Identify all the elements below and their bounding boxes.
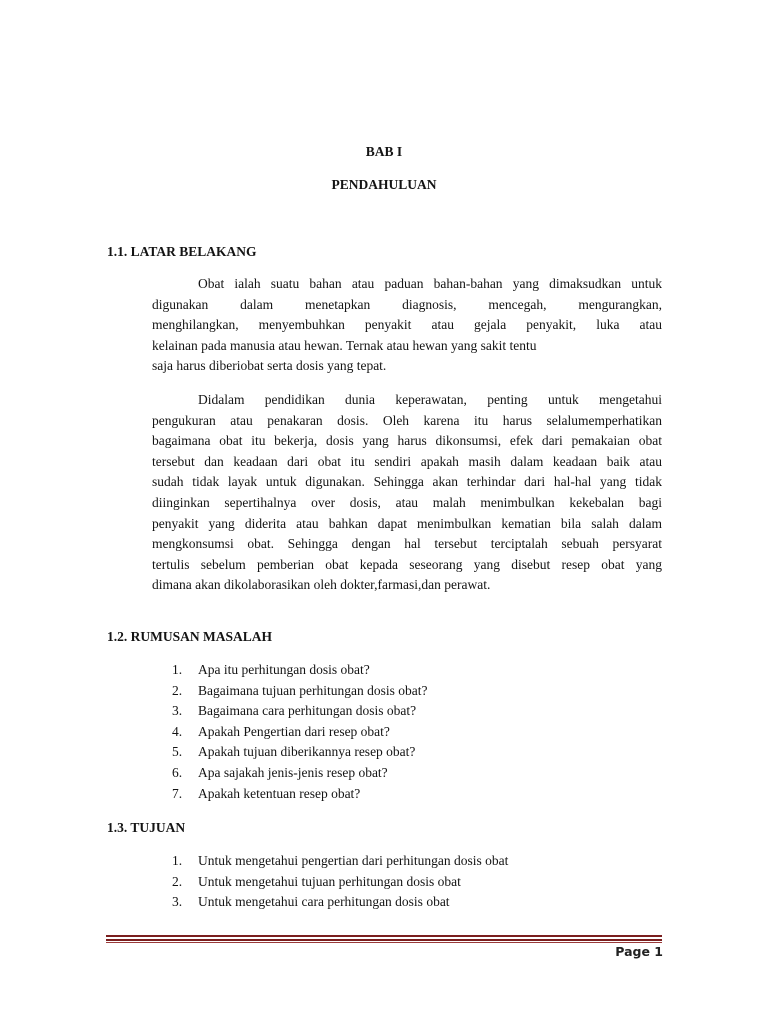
- section-heading-latar-belakang: 1.1. LATAR BELAKANG: [107, 244, 257, 259]
- paragraph-line: digunakan dalam menetapkan diagnosis, mencegah, mengurangkan,: [152, 296, 662, 312]
- paragraph-line: sudah tidak layak untuk digunakan. Sehingga akan terhindar dari hal-hal yang tidak: [152, 474, 662, 490]
- page-number: Page 1: [615, 944, 663, 959]
- tujuan-list: [172, 851, 508, 913]
- list-item: [172, 892, 508, 913]
- list-item-text: Untuk mengetahui tujuan perhitungan dosis obat: [198, 873, 461, 889]
- list-item-text: Apakah ketentuan resep obat?: [198, 785, 361, 801]
- list-item: [172, 660, 427, 681]
- list-item-text: Apa itu perhitungan dosis obat?: [198, 662, 370, 677]
- paragraph-line: dimana akan dikolaborasikan oleh dokter,farmasi,dan perawat.: [152, 577, 491, 593]
- paragraph-line: menghilangkan, menyembuhkan penyakit atau gejala penyakit, luka atau: [152, 317, 662, 333]
- list-item: [172, 872, 508, 893]
- paragraph-line: Didalam pendidikan dunia keperawatan, penting untuk mengetahui: [198, 392, 662, 407]
- paragraph-line: pengukuran atau penakaran dosis. Oleh karena itu harus selalumemperhatikan: [152, 412, 662, 428]
- list-item-number: 2.: [172, 873, 183, 889]
- list-item-number: 2.: [172, 682, 183, 698]
- list-item-text: Bagaimana tujuan perhitungan dosis obat?: [198, 682, 428, 698]
- list-item: [172, 763, 427, 784]
- list-item: [172, 681, 427, 702]
- paragraph-line: penyakit yang diderita atau bahkan dapat menimbulkan kematian bila salah dalam: [152, 515, 662, 531]
- paragraph-line: bagaimana obat itu bekerja, dosis yang harus dikonsumsi, efek dari pemakaian obat: [152, 433, 662, 449]
- chapter-number: BAB I: [365, 144, 403, 159]
- paragraph-line: tertulis sebelum pemberian obat kepada seseorang yang disebut resep obat yang: [152, 556, 662, 572]
- paragraph-line: mengkonsumsi obat. Sehingga dengan hal tersebut terciptalah sebuah persyarat: [152, 536, 662, 552]
- paragraph-latar-belakang-1: [152, 274, 662, 377]
- section-heading-tujuan: 1.3. TUJUAN: [107, 820, 186, 835]
- list-item: [172, 742, 427, 763]
- list-item-number: 3.: [172, 894, 183, 910]
- paragraph-line: Obat ialah suatu bahan atau paduan bahan-bahan yang dimaksudkan untuk: [198, 276, 662, 291]
- list-item-number: 7.: [172, 785, 183, 801]
- list-item-text: Bagaimana cara perhitungan dosis obat?: [198, 703, 417, 719]
- list-item-text: Apakah tujuan diberikannya resep obat?: [198, 744, 416, 760]
- list-item-number: 5.: [172, 744, 183, 760]
- footer-rule: [106, 935, 662, 943]
- list-item-number: 1.: [172, 662, 183, 677]
- list-item-number: 6.: [172, 764, 183, 780]
- list-item-text: Apakah Pengertian dari resep obat?: [198, 723, 390, 739]
- rumusan-masalah-list: [172, 660, 427, 804]
- list-item-number: 1.: [172, 853, 183, 868]
- list-item-number: 3.: [172, 703, 183, 719]
- section-heading-rumusan-masalah: 1.2. RUMUSAN MASALAH: [107, 629, 272, 644]
- paragraph-latar-belakang-2: [152, 390, 662, 596]
- list-item: [172, 851, 508, 872]
- list-item-number: 4.: [172, 723, 183, 739]
- list-item-text: Untuk mengetahui pengertian dari perhitungan dosis obat: [198, 853, 509, 868]
- list-item: [172, 784, 427, 805]
- chapter-title: PENDAHULUAN: [331, 177, 437, 192]
- list-item-text: Untuk mengetahui cara perhitungan dosis obat: [198, 894, 450, 910]
- paragraph-line: saja harus diberiobat serta dosis yang tepat.: [152, 358, 387, 374]
- list-item-text: Apa sajakah jenis-jenis resep obat?: [198, 764, 388, 780]
- list-item: [172, 722, 427, 743]
- paragraph-line: diinginkan sepertihalnya over dosis, atau malah menimbulkan kekebalan bagi: [152, 494, 662, 510]
- list-item: [172, 701, 427, 722]
- paragraph-line: kelainan pada manusia atau hewan. Ternak atau hewan yang sakit tentu: [152, 337, 537, 353]
- paragraph-line: tersebut dan keadaan dari obat itu sendiri apakah masih dalam keadaan baik atau: [152, 453, 662, 469]
